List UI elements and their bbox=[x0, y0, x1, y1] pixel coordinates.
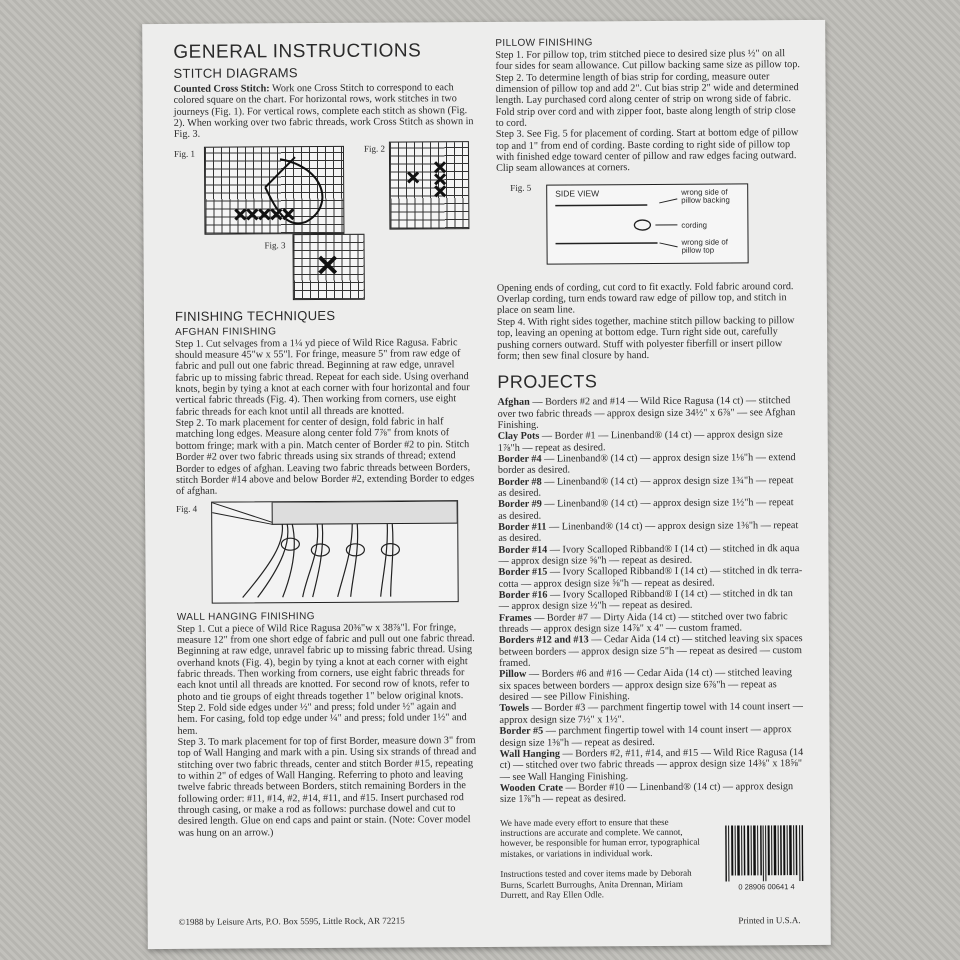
wall-step-2: Step 2. Fold side edges under ½" and press; fold under ½" again and hem. For casing, fold top edge under ¼" and press; fold under 1½" and hem. bbox=[177, 701, 467, 737]
fig5-wrong-side-backing: wrong side of pillow backing bbox=[681, 187, 730, 206]
project-lead: Frames bbox=[498, 612, 532, 624]
copyright-line: ©1988 by Leisure Arts, P.O. Box 5595, Little Rock, AR 72215 bbox=[178, 915, 405, 927]
pillow-step-1: Step 1. For pillow top, trim stitched piece to desired size plus ½" on all four sides for seam allowance. Cut pillow backing same size as pillow top. bbox=[495, 48, 800, 73]
project-text: — Borders #2, #11, #14, and #15 — Wild Rice Ragusa (14 ct) — stitched over two fabric threads — approx design size 14⅜" x 18⅝" — see Wall Hanging Finishing. bbox=[499, 746, 804, 783]
project-item bbox=[499, 611, 804, 636]
pillow-finishing-heading: PILLOW FINISHING bbox=[495, 37, 593, 49]
right-column bbox=[495, 36, 805, 900]
project-text: — Ivory Scalloped Ribband® I (14 ct) — stitched in dk tan — approx design size ½"h — repeat as desired. bbox=[498, 588, 793, 613]
project-text: — Ivory Scalloped Ribband® I (14 ct) — stitched in dk aqua — approx design size ⅝"h — repeat as desired. bbox=[498, 542, 800, 567]
fig3-stitches bbox=[293, 234, 363, 298]
project-text: — Linenband® (14 ct) — approx design size 1⅜"h — repeat as desired. bbox=[498, 520, 799, 545]
projects-heading: PROJECTS bbox=[497, 371, 598, 393]
project-lead: Border #16 bbox=[498, 589, 548, 601]
project-lead: Wall Hanging bbox=[499, 748, 560, 760]
project-item bbox=[500, 747, 805, 783]
fig5-block bbox=[496, 177, 802, 279]
project-item bbox=[498, 452, 803, 477]
afghan-step-1: Step 1. Cut selvages from a 1¼ yd piece of Wild Rice Ragusa. Fabric should measure 45"w x 55"l. For fringe, measure 5" from raw edge of fabric and pull out one fabric thread. Beginning at raw edge, unravel fabric up to missing fabric thread. Repeat for each side. Using overhand knots, begin by tying a knot at each corner with four horizontal and four vertical fabric threads (Fig. 4). Then working from corners, use eight fabric threads for each knot until all threads are knotted. bbox=[175, 336, 470, 418]
fig1-label: Fig. 1 bbox=[173, 148, 196, 159]
fig4-label: Fig. 4 bbox=[176, 503, 198, 514]
project-text: — Borders #2 and #14 — Wild Rice Ragusa (14 ct) — stitched over two fabric threads — approx design size 34½" x 6⅞" — see Afghan Finishing. bbox=[497, 395, 796, 431]
fig5-side-view: SIDE VIEW bbox=[555, 188, 600, 199]
project-lead: Towels bbox=[499, 703, 530, 715]
project-text: — Border #10 — Linenband® (14 ct) — approx design size 1⅞"h — repeat as desired. bbox=[499, 781, 794, 806]
project-item bbox=[498, 497, 803, 522]
project-text: — Ivory Scalloped Ribband® I (14 ct) — stitched in dk terra-cotta — approx design size ⅝"h — repeat as desired. bbox=[498, 565, 803, 590]
project-lead: Border #15 bbox=[498, 566, 548, 579]
project-text: — Cedar Aida (14 ct) — stitched leaving six spaces between borders — approx design size 5"h — repeat as desired — custom framed. bbox=[498, 633, 803, 670]
project-item bbox=[498, 520, 803, 545]
disclaimer-text: We have made every effort to ensure that these instructions are accurate and complete. We cannot, however, be responsible for human error, typographical mistakes, or variations in individual work. bbox=[500, 816, 700, 859]
fig3-label: Fig. 3 bbox=[264, 239, 286, 251]
project-text: — Linenband® (14 ct) — approx design size 1½"h — repeat as desired. bbox=[498, 497, 794, 522]
project-text: — Borders #6 and #16 — Cedar Aida (14 ct) — stitched leaving six spaces between borders — approx design size 6⅞"h — repeat as desired — see Pillow Finishing. bbox=[499, 667, 793, 704]
project-item bbox=[499, 668, 804, 704]
project-lead: Clay Pots bbox=[497, 430, 540, 443]
barcode-number: 0 28906 00641 4 bbox=[738, 882, 795, 892]
project-item bbox=[497, 395, 802, 431]
project-lead: Border #9 bbox=[498, 498, 542, 511]
project-lead: Border #5 bbox=[499, 725, 544, 738]
project-lead: Pillow bbox=[499, 669, 527, 681]
finishing-techniques-heading: FINISHING TECHNIQUES bbox=[174, 307, 336, 324]
stitch-diagrams-heading: STITCH DIAGRAMS bbox=[173, 65, 298, 81]
fig5-diagram bbox=[546, 183, 748, 264]
fig2-label: Fig. 2 bbox=[363, 143, 385, 154]
project-item bbox=[499, 724, 804, 749]
fig3-diagram bbox=[292, 233, 364, 299]
projects-list bbox=[497, 395, 804, 805]
wall-hanging-heading: WALL HANGING FINISHING bbox=[176, 610, 315, 623]
afghan-finishing-heading: AFGHAN FINISHING bbox=[175, 325, 277, 338]
project-item bbox=[499, 565, 804, 590]
project-item bbox=[499, 588, 804, 613]
fig1-stitches bbox=[205, 147, 344, 234]
fig5-label: Fig. 5 bbox=[510, 182, 532, 193]
project-item bbox=[499, 702, 804, 727]
pillow-after-fig5: Opening ends of cording, cut cord to fit exactly. Fold fabric around cord. Overlap cording, turn ends toward raw edge of pillow top, and stitch in place on seam line. bbox=[496, 280, 794, 317]
project-text: — Border #7 — Dirty Aida (14 ct) — stitched over two fabric threads — approx design size 14⅞" x 4" — custom framed. bbox=[498, 610, 788, 635]
stitch-intro-text: Work one Cross Stitch to correspond to each colored square on the chart. For horizontal rows, work stitches in two journeys (Fig. 1). For vertical rows, complete each stitch as shown (Fig. 2). When working over two fabric threads, work Cross Stitch as shown in Fig. 3. bbox=[173, 82, 474, 141]
instruction-sheet bbox=[142, 20, 831, 949]
fig1-diagram bbox=[204, 146, 345, 235]
project-lead: Wooden Crate bbox=[499, 782, 563, 794]
project-item bbox=[499, 633, 804, 669]
left-column bbox=[173, 40, 478, 839]
project-lead: Afghan bbox=[497, 396, 530, 409]
project-text: — Linenband® (14 ct) — approx design size 1¾"h — repeat as desired. bbox=[498, 474, 794, 499]
project-text: — Border #1 — Linenband® (14 ct) — approx design size 1⅞"h — repeat as desired. bbox=[497, 429, 783, 454]
project-text: — Linenband® (14 ct) — approx design size 1⅛"h — extend border as desired. bbox=[497, 452, 796, 477]
fig5-cording: cording bbox=[681, 220, 708, 230]
project-item bbox=[500, 781, 805, 806]
pillow-step-2: Step 2. To determine length of bias strip for cording, measure outer dimension of pillow top and add 2". Cut bias strip 2" wide and determined length. Lay purchased cord along center of strip on wrong side of fabric. Fold strip over cord and with zipper foot, baste along length of strip close to cord. bbox=[495, 70, 799, 129]
fig4-block bbox=[176, 500, 477, 604]
stitch-figures bbox=[174, 141, 475, 303]
project-lead: Border #11 bbox=[498, 521, 547, 533]
stitch-intro bbox=[174, 82, 474, 141]
pillow-step-4: Step 4. With right sides together, machine stitch pillow backing to pillow top, leaving an opening at bottom edge. Turn right side out, carefully pushing corners outward. Stuff with polyester fiberfill or insert pillow form; then sew final closure by hand. bbox=[496, 314, 795, 362]
credits-text: Instructions tested and cover items made by Deborah Burns, Scarlett Burroughs, Anita Drennan, Miriam Durrett, and Ray Ellen Odle. bbox=[500, 867, 692, 900]
project-item bbox=[498, 429, 803, 454]
project-lead: Border #14 bbox=[498, 544, 548, 556]
fig2-diagram bbox=[389, 141, 470, 229]
afghan-step-2: Step 2. To mark placement for center of design, fold fabric in half matching long edges. Measure along center fold 7⅞" from knots of bottom fringe; mark with a pin. Match center of Border #2 to pin. Stitch Border #2 over two fabric threads using six strands of thread; extend Border to edges of afghan. Leaving two fabric threads between Borders, stitch Border #14 above and below Border #2, extending Border to edges of afghan. bbox=[175, 416, 475, 498]
fig4-diagram bbox=[211, 500, 459, 604]
barcode-icon bbox=[725, 825, 803, 881]
general-instructions-heading: GENERAL INSTRUCTIONS bbox=[173, 40, 422, 63]
wall-step-1: Step 1. Cut a piece of Wild Rice Ragusa 20⅜"w x 38⅞"l. For fringe, measure 12" from one short edge of fabric and pull out one fabric thread. Beginning at raw edge, unravel fabric up to missing fabric thread. Using overhand knots (Fig. 4), begin by tying a knot at each corner with eight fabric threads. Then working from corners, use eight fabric threads for each knot until all threads are knotted. For second row of knots, refer to photo and tie groups of eight threads together 1" below original knots. bbox=[176, 621, 475, 703]
project-text: — Border #3 — parchment fingertip towel with 14 count insert — approx design size 7½" x 1½". bbox=[499, 701, 803, 726]
project-lead: Border #8 bbox=[497, 476, 542, 488]
project-lead: Border #4 bbox=[497, 453, 542, 465]
project-text: — parchment fingertip towel with 14 count insert — approx design size 1⅜"h — repeat as desired. bbox=[499, 724, 792, 749]
project-item bbox=[498, 543, 803, 568]
fig5-wrong-side-top: wrong side of pillow top bbox=[681, 237, 728, 256]
stitch-intro-lead: Counted Cross Stitch: bbox=[173, 83, 270, 95]
wall-step-3: Step 3. To mark placement for top of first Border, measure down 3" from top of Wall Hanging and mark with a pin. Using six strands of thread and stitching over two fabric threads, center and stitch Border #15, repeating to within 2" of edges of Wall Hanging. Referring to photo and leaving twelve fabric threads between Borders, stitch remaining Borders in the following order: #11, #14, #2, #14, #11, and #15. Insert purchased rod through casing, or make a rod as follows: purchase dowel and cut to desired length. Glue on end caps and paint or stain. (Note: Cover model was hung on an arrow.) bbox=[177, 735, 477, 839]
fig4-knots bbox=[212, 501, 458, 602]
printed-in-usa: Printed in U.S.A. bbox=[738, 915, 801, 926]
pillow-step-3: Step 3. See Fig. 5 for placement of cording. Start at bottom edge of pillow top and 1" from end of cording. Baste cording to right side of pillow top with finished edge toward center of pillow and raw edges facing outward. Clip seam allowances at corners. bbox=[495, 127, 799, 175]
fig2-stitches bbox=[390, 142, 469, 228]
project-item bbox=[498, 475, 803, 500]
project-lead: Borders #12 and #13 bbox=[498, 634, 589, 647]
